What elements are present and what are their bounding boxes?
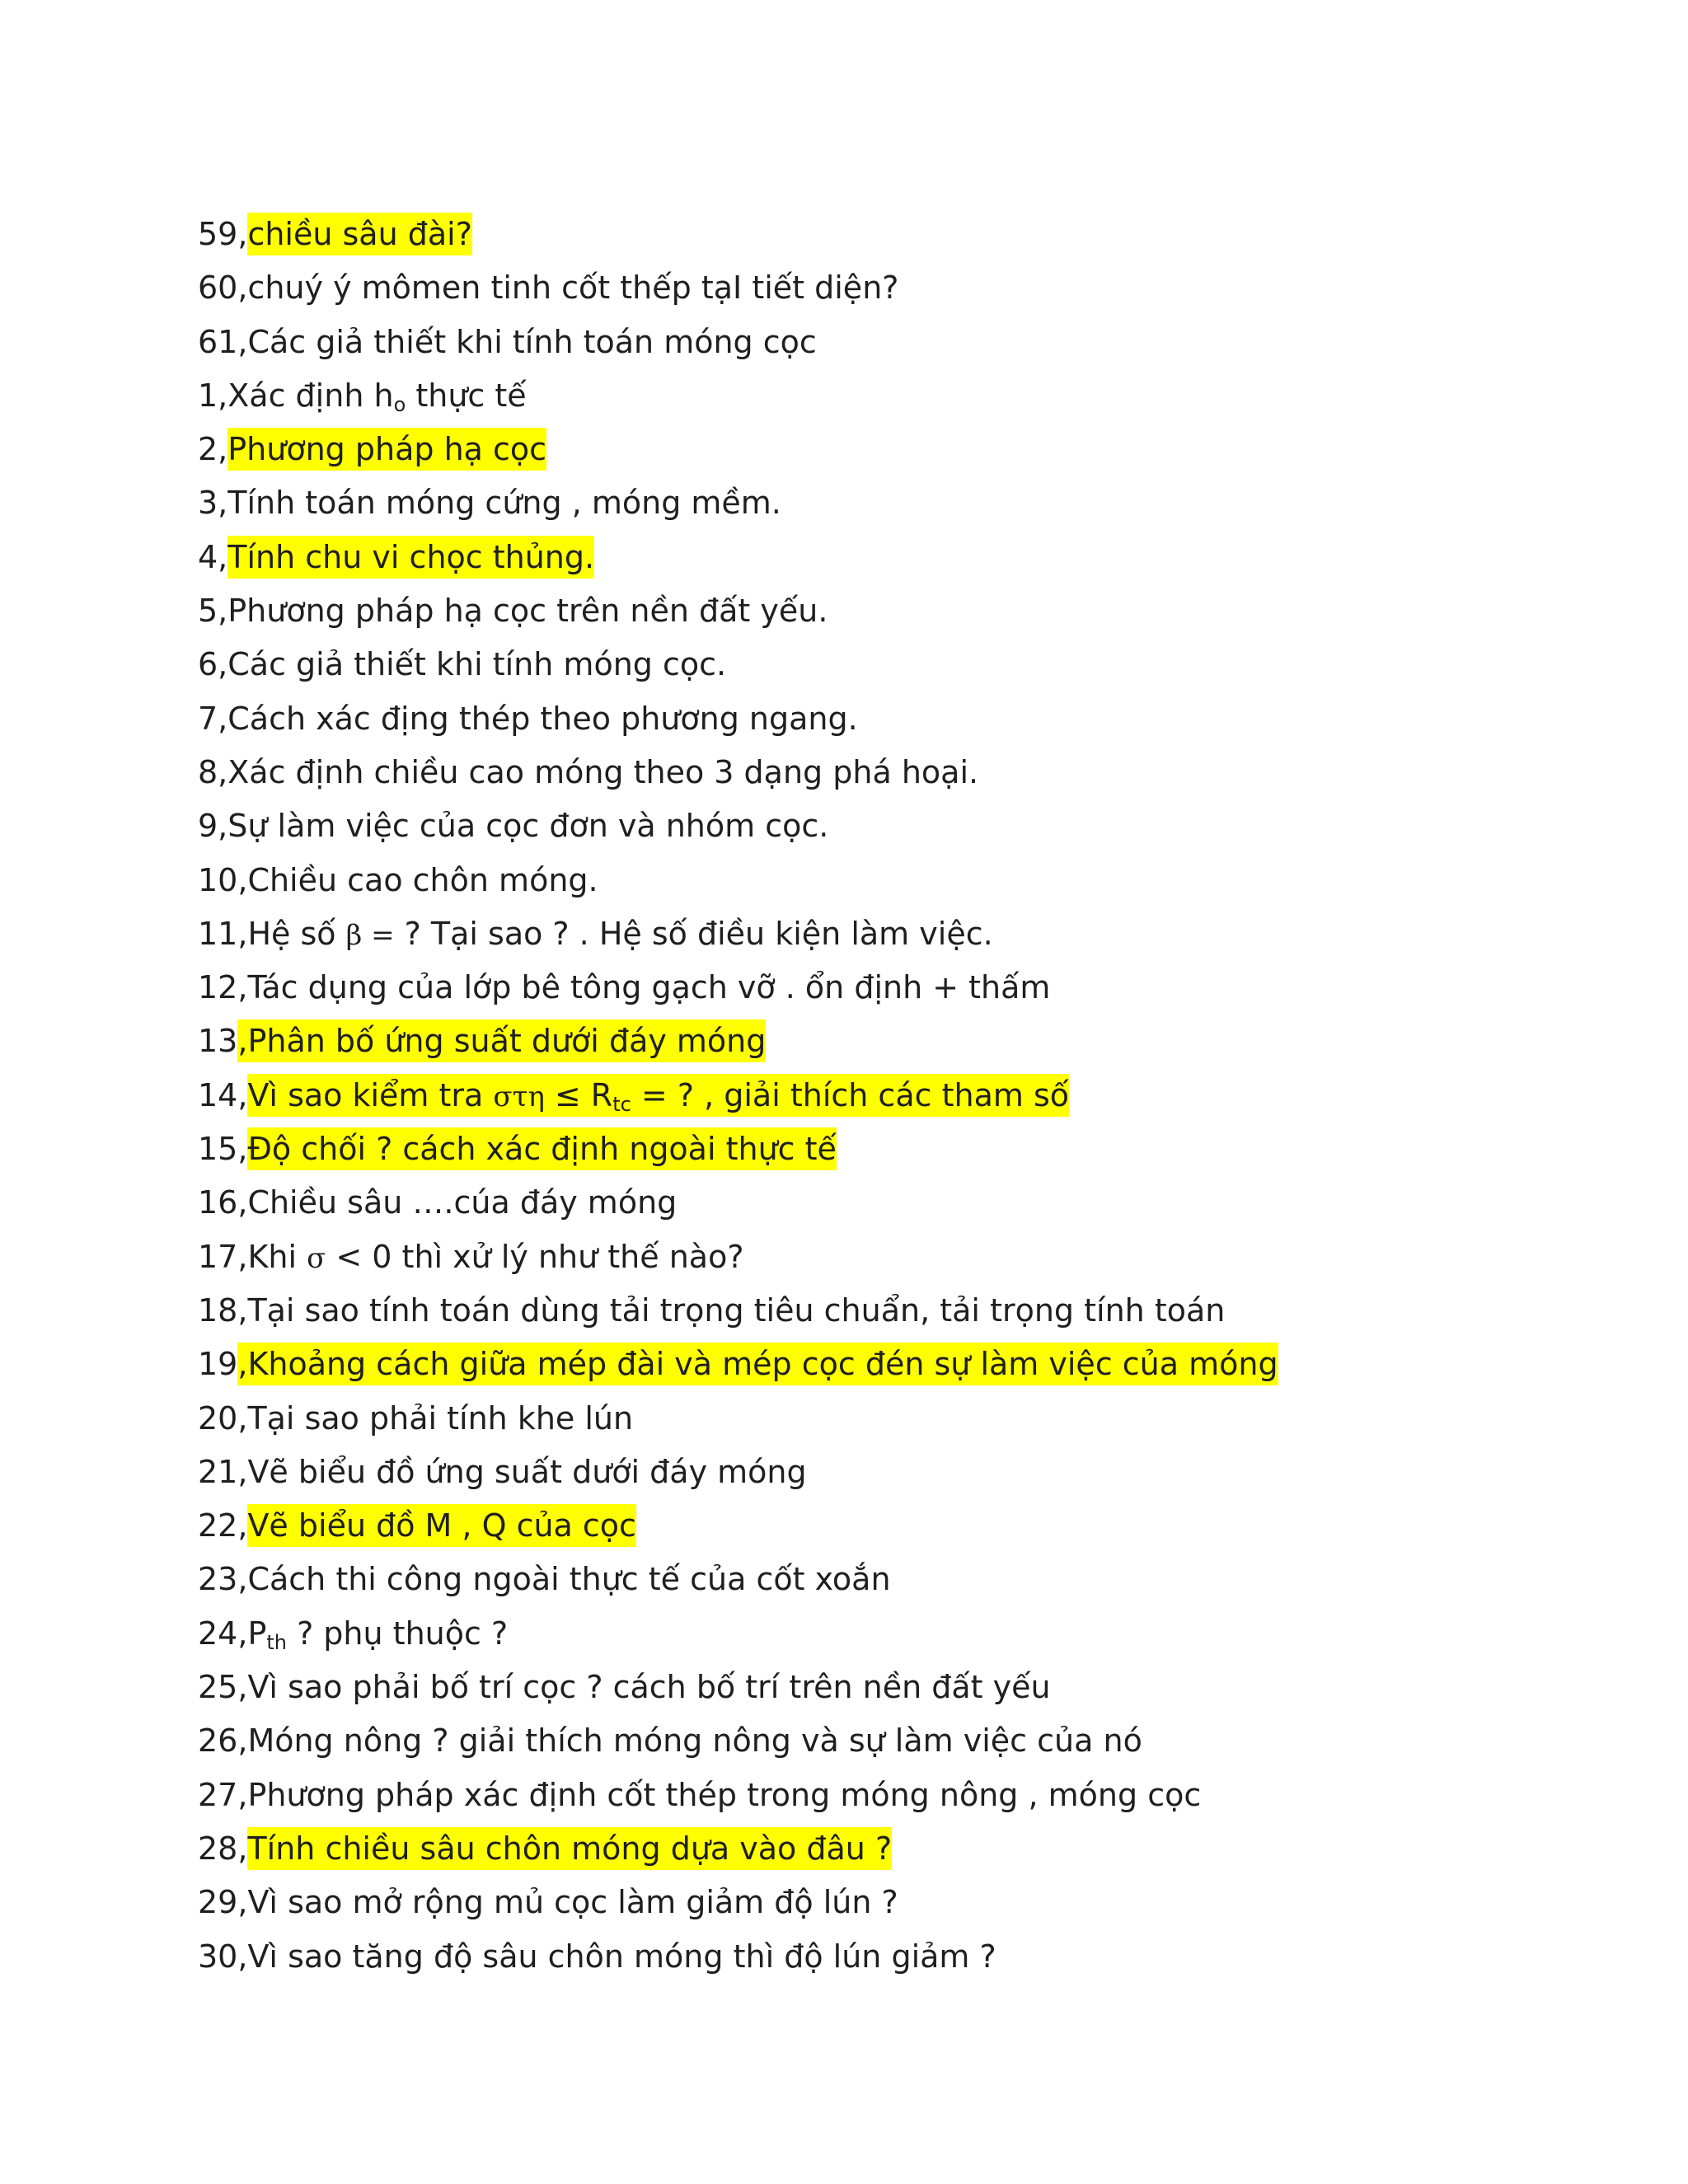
- question-list: [198, 208, 1599, 1984]
- list-item: 9,Sự làm việc của cọc đơn và nhóm cọc.: [198, 808, 829, 845]
- list-item: 15,Độ chối ? cách xác định ngoài thực tế: [198, 1122, 1599, 1176]
- math-symbol: στη: [493, 1080, 545, 1113]
- list-item: 19,Khoảng cách giữa mép đài và mép cọc đén sự làm việc của móng: [198, 1338, 1599, 1391]
- list-item: 27,Phương pháp xác định cốt thép trong móng nông , móng cọc: [198, 1776, 1202, 1813]
- list-item: 60,chuý ý mômen tinh cốt thếp tạI tiết diện?: [198, 269, 899, 307]
- list-item: 22,Vẽ biểu đồ M , Q của cọc: [198, 1499, 1599, 1553]
- list-item: 61,Các giả thiết khi tính toán móng cọc: [198, 323, 817, 360]
- list-item: $24,P_{th}$ ? phụ thuộc ?: [198, 1615, 509, 1654]
- list-item: 10,Chiều cao chôn móng.: [198, 861, 598, 898]
- list-item: 17,Khi σ < 0 thì xử lý như thế nào?: [198, 1238, 744, 1275]
- list-item: 4,Tính chu vi chọc thủng.: [198, 531, 1599, 584]
- list-item: 1,Xác định $h_o$ thực tế: [198, 377, 527, 416]
- highlighted-text: Vẽ biểu đồ M , Q của cọc: [247, 1504, 636, 1547]
- list-item: 13,Phân bố ứng suất dưới đáy móng: [198, 1015, 1599, 1068]
- list-item: 7,Cách xác địng thép theo phương ngang.: [198, 700, 858, 737]
- list-item: 11,Hệ số β = ? Tại sao ? . Hệ số điều kiện làm việc.: [198, 915, 993, 952]
- list-item: 16,Chiều sâu ….cúa đáy móng: [198, 1184, 678, 1221]
- list-item: 28,Tính chiều sâu chôn móng dựa vào đâu ?: [198, 1822, 1599, 1876]
- list-item: 20,Tại sao phải tính khe lún: [198, 1399, 634, 1436]
- list-item: 6,Các giả thiết khi tính móng cọc.: [198, 646, 727, 683]
- list-item: 25,Vì sao phải bố trí cọc ? cách bố trí trên nền đất yếu: [198, 1669, 1051, 1706]
- list-item: 3,Tính toán móng cứng , móng mềm.: [198, 485, 781, 522]
- math-symbol: σ: [307, 1241, 326, 1275]
- highlighted-text: ,Khoảng cách giữa mép đài và mép cọc đén sự làm việc của móng: [237, 1343, 1278, 1385]
- list-item: 30,Vì sao tăng độ sâu chôn móng thì độ lún giảm ?: [198, 1938, 996, 1975]
- list-item: 59,chiều sâu đài?: [198, 208, 1599, 261]
- math-symbol: β =: [345, 918, 395, 952]
- list-item: 8,Xác định chiều cao móng theo 3 dạng phá hoại.: [198, 753, 979, 790]
- list-item: 2,Phương pháp hạ cọc: [198, 423, 1599, 476]
- highlighted-text: Tính chiều sâu chôn móng dựa vào đâu ?: [247, 1827, 892, 1870]
- list-item: 26,Móng nông ? giải thích móng nông và sự làm việc của nó: [198, 1722, 1142, 1760]
- list-item: 5,Phương pháp hạ cọc trên nền đất yếu.: [198, 593, 828, 630]
- list-item: 14,Vì sao kiểm tra $\sigma\tau\eta \le R_{tc}$ = ? , giải thích các tham số: [198, 1069, 1599, 1122]
- highlighted-text: ,Phân bố ứng suất dưới đáy móng: [237, 1019, 766, 1062]
- highlighted-text: Độ chối ? cách xác định ngoài thực tế: [247, 1127, 837, 1170]
- list-item: 23,Cách thi công ngoài thực tế của cốt xoắn: [198, 1561, 891, 1598]
- highlighted-text: Vì sao kiểm tra $\sigma\tau\eta \le R_{tc}$ = ? , giải thích các tham số: [247, 1074, 1069, 1117]
- list-item: 29,Vì sao mở rộng mủ cọc làm giảm độ lún ?: [198, 1884, 898, 1921]
- highlighted-text: chiều sâu đài?: [247, 213, 471, 255]
- highlighted-text: Phương pháp hạ cọc: [227, 428, 546, 471]
- highlighted-text: Tính chu vi chọc thủng.: [227, 536, 594, 579]
- list-item: 12,Tác dụng của lớp bê tông gạch vỡ . ổn định + thấm: [198, 969, 1051, 1006]
- list-item: 18,Tại sao tính toán dùng tải trọng tiêu chuẩn, tải trọng tính toán: [198, 1291, 1226, 1329]
- list-item: 21,Vẽ biểu đồ ứng suất dưới đáy móng: [198, 1453, 807, 1490]
